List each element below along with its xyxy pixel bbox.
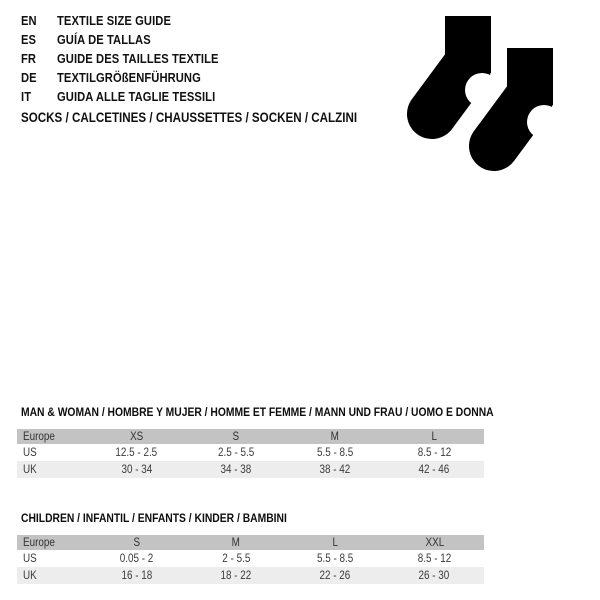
column-header-region: Europe	[23, 430, 55, 443]
size-cell: 34 - 38	[220, 463, 252, 476]
column-header-size: M	[231, 536, 241, 549]
size-cell: 42 - 46	[418, 463, 450, 476]
sock-back	[432, 16, 499, 114]
size-cell: 26 - 30	[418, 569, 450, 582]
column-header-size: XXL	[425, 536, 444, 549]
column-header-size: M	[330, 430, 340, 443]
language-label: GUÍA DE TALLAS	[57, 32, 151, 47]
size-cell: 0.05 - 2	[119, 552, 154, 565]
language-label: TEXTILE SIZE GUIDE	[57, 13, 171, 28]
size-cell: 22 - 26	[319, 569, 351, 582]
column-header-size: XS	[130, 430, 144, 443]
size-cell: 18 - 22	[220, 569, 252, 582]
language-row-it	[21, 87, 245, 106]
row-label: UK	[23, 569, 37, 582]
size-cell: 2 - 5.5	[221, 552, 250, 565]
table-row-uk	[17, 461, 484, 478]
column-header-size: L	[431, 430, 438, 443]
row-label: US	[23, 446, 37, 459]
size-cell: 5.5 - 8.5	[316, 446, 354, 459]
table-row-us	[17, 444, 484, 461]
table-title: MAN & WOMAN / HOMBRE Y MUJER / HOMME ET FEMME / MANN UND FRAU / UOMO E DONNA	[21, 405, 494, 419]
column-header-size: S	[232, 430, 240, 443]
language-code: DE	[21, 70, 37, 85]
table-row-uk	[17, 567, 484, 584]
table-title: CHILDREN / INFANTIL / ENFANTS / KINDER / BAMBINI	[21, 511, 287, 525]
size-cell: 2.5 - 5.5	[217, 446, 255, 459]
language-row-en	[21, 11, 245, 30]
size-cell: 5.5 - 8.5	[316, 552, 354, 565]
socks-icon	[400, 8, 570, 178]
language-label: GUIDA ALLE TAGLIE TESSILI	[57, 89, 216, 104]
language-code: FR	[21, 51, 37, 66]
language-label: GUIDE DES TAILLES TEXTILE	[57, 51, 219, 66]
size-cell: 12.5 - 2.5	[115, 446, 158, 459]
category-line: SOCKS / CALCETINES / CHAUSSETTES / SOCKEN / CALZINI	[21, 110, 358, 125]
row-label: UK	[23, 463, 37, 476]
column-header-size: S	[133, 536, 140, 549]
table-header-row	[17, 429, 484, 444]
language-code: EN	[21, 13, 37, 28]
row-label: US	[23, 552, 37, 565]
language-label: TEXTILGRÖßENFÜHRUNG	[57, 70, 201, 85]
language-row-de	[21, 68, 245, 87]
language-code: IT	[21, 89, 32, 104]
children-size-table	[17, 511, 484, 584]
column-header-region: Europe	[23, 536, 55, 549]
size-cell: 16 - 18	[121, 569, 153, 582]
language-row-fr	[21, 49, 245, 68]
table-header-row	[17, 535, 484, 550]
size-cell: 8.5 - 12	[417, 446, 452, 459]
adults-size-table	[17, 405, 494, 478]
table-row-us	[17, 550, 484, 567]
size-cell: 30 - 34	[121, 463, 153, 476]
column-header-size: L	[332, 536, 338, 549]
language-list	[21, 11, 245, 106]
size-cell: 8.5 - 12	[417, 552, 452, 565]
language-code: ES	[21, 32, 37, 47]
language-row-es	[21, 30, 245, 49]
size-cell: 38 - 42	[319, 463, 351, 476]
